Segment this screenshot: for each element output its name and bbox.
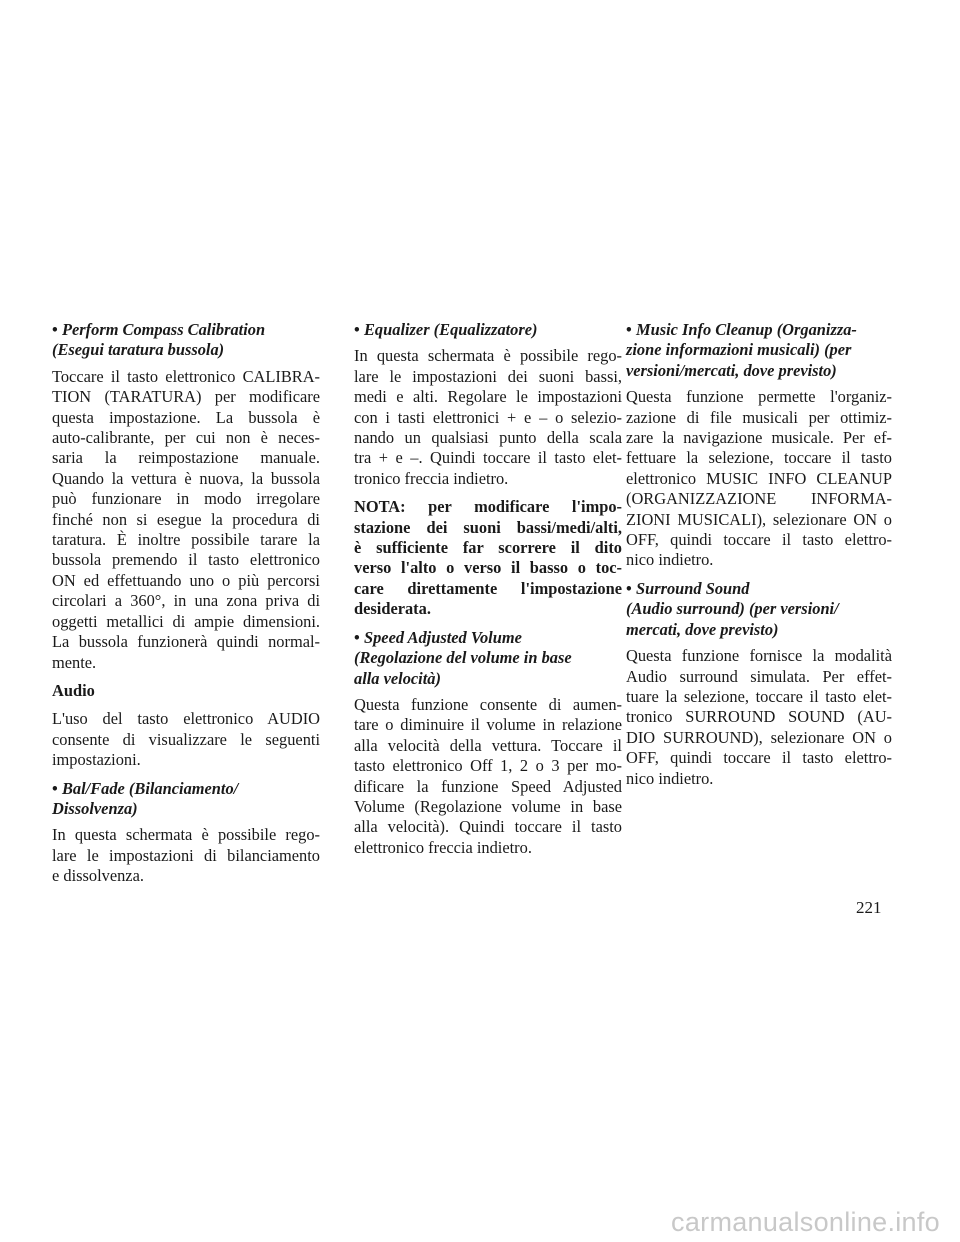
- text-line: oggetti metallici di ampie dimensioni.: [52, 611, 320, 631]
- text-line: care direttamente l'impostazione: [354, 578, 622, 598]
- text-line: elettronico MUSIC INFO CLEANUP: [626, 468, 892, 488]
- paragraph-surround-sound: [626, 646, 892, 789]
- heading-line: Bal/Fade (Bilanciamento/: [62, 778, 239, 798]
- bullet-icon: •: [354, 627, 360, 647]
- paragraph-bal-fade: [52, 825, 320, 886]
- text-line: consente di visualizzare le seguenti: [52, 729, 320, 749]
- text-line: medi e alti. Regolare le impostazioni: [354, 387, 622, 407]
- text-line: bussola premendo il tasto elettronico: [52, 550, 320, 570]
- text-line: circolari a 360°, in una zona priva di: [52, 591, 320, 611]
- text-line: Questa funzione fornisce la modalità: [626, 646, 892, 666]
- text-line: saria la reimpostazione manuale.: [52, 448, 320, 468]
- text-line: Toccare il tasto elettronico CALIBRA-: [52, 366, 320, 386]
- text-line: tasto elettronico Off 1, 2 o 3 per mo-: [354, 756, 622, 776]
- heading-line: alla velocità): [354, 668, 441, 688]
- text-line: Quando la vettura è nuova, la bussola: [52, 468, 320, 488]
- text-line: nico indietro.: [626, 768, 714, 788]
- text-line: lare le impostazioni dei suoni bassi,: [354, 366, 622, 386]
- text-line: tare o diminuire il volume in relazione: [354, 715, 622, 735]
- text-line: ON ed effettuando uno o più percorsi: [52, 570, 320, 590]
- text-line: può funzionare in modo irregolare: [52, 489, 320, 509]
- text-line: ZIONI MUSICALI), selezionare ON o: [626, 509, 892, 529]
- text-line: Questa funzione consente di aumen-: [354, 694, 622, 714]
- heading-line: Music Info Cleanup (Organizza-: [636, 320, 857, 339]
- text-line: finché non si esegue la procedura di: [52, 509, 320, 529]
- bullet-icon: •: [52, 320, 58, 339]
- heading-line: Speed Adjusted Volume: [364, 627, 522, 647]
- text-line: TION (TARATURA) per modificare: [52, 387, 320, 407]
- heading-line: Surround Sound: [636, 578, 750, 598]
- text-line: OFF, quindi toccare il tasto elettro-: [626, 530, 892, 550]
- heading-line: (Esegui taratura bussola): [52, 340, 225, 360]
- text-line: tuare la selezione, toccare il tasto elet-: [626, 686, 892, 706]
- text-line: OFF, quindi toccare il tasto elettro-: [626, 748, 892, 768]
- text-line: tronico SURROUND SOUND (AU-: [626, 707, 892, 727]
- heading-line: Dissolvenza): [52, 798, 138, 818]
- section-heading-music-info-cleanup: [626, 320, 892, 381]
- column-right: [626, 320, 892, 797]
- text-line: mente.: [52, 652, 97, 672]
- text-line: zare la navigazione musicale. Per ef-: [626, 428, 892, 448]
- heading-line: mercati, dove previsto): [626, 619, 779, 639]
- text-line: lare le impostazioni di bilanciamento: [52, 845, 320, 865]
- heading-line: versioni/mercati, dove previsto): [626, 360, 837, 380]
- text-line: auto-calibrante, per cui non è neces-: [52, 428, 320, 448]
- text-line: alla velocità della vettura. Toccare il: [354, 735, 622, 755]
- text-line: elettronico freccia indietro.: [354, 837, 532, 857]
- text-line: NOTA: per modificare l'impo-: [354, 497, 622, 517]
- section-heading-bal-fade: [52, 779, 320, 820]
- text-line: Volume (Regolazione volume in base: [354, 796, 622, 816]
- text-line: dificare la funzione Speed Adjusted: [354, 776, 622, 796]
- text-line: fettuare la selezione, toccare il tasto: [626, 448, 892, 468]
- text-line: taratura. È inoltre possibile tarare la: [52, 530, 320, 550]
- text-line: con i tasti elettronici + e – o selezio-: [354, 407, 622, 427]
- text-line: DIO SURROUND), selezionare ON o: [626, 727, 892, 747]
- text-line: e dissolvenza.: [52, 866, 144, 886]
- watermark-logo: carmanualsonline.info: [671, 1207, 940, 1237]
- text-line: questa impostazione. La bussola è: [52, 407, 320, 427]
- page-number: 221: [856, 898, 882, 917]
- text-line: impostazioni.: [52, 750, 141, 770]
- heading-line: (Audio surround) (per versioni/: [626, 599, 839, 619]
- section-heading-audio: Audio: [52, 680, 95, 700]
- text-line: alla velocità). Quindi toccare il tasto: [354, 817, 622, 837]
- text-line: stazione dei suoni bassi/medi/alti,: [354, 517, 622, 537]
- text-line: Audio surround simulata. Per effet-: [626, 666, 892, 686]
- text-line: è sufficiente far scorrere il dito: [354, 538, 622, 558]
- text-line: desiderata.: [354, 599, 431, 619]
- text-line: Questa funzione permette l'organiz-: [626, 387, 892, 407]
- text-line: (ORGANIZZAZIONE INFORMA-: [626, 489, 892, 509]
- text-line: nico indietro.: [626, 550, 714, 570]
- heading-line: zione informazioni musicali) (per: [626, 340, 852, 360]
- heading-line: Perform Compass Calibration: [62, 320, 266, 339]
- text-line: La bussola funzionerà quindi normal-: [52, 632, 320, 652]
- paragraph-equalizer: [354, 346, 622, 489]
- text-line: In questa schermata è possibile rego-: [354, 346, 622, 366]
- text-line: In questa schermata è possibile rego-: [52, 825, 320, 845]
- bullet-icon: •: [626, 578, 632, 598]
- note-equalizer: [354, 497, 622, 619]
- bullet-icon: •: [354, 320, 360, 339]
- text-line: zazione di file musicali per ottimiz-: [626, 407, 892, 427]
- heading-line: (Regolazione del volume in base: [354, 648, 572, 668]
- bullet-icon: •: [626, 320, 632, 339]
- paragraph-speed-adjusted-volume: [354, 695, 622, 858]
- heading-line: Equalizer (Equalizzatore): [364, 320, 538, 339]
- section-heading-equalizer: [354, 320, 622, 340]
- column-left: [52, 320, 320, 895]
- paragraph-compass-calibration: [52, 367, 320, 673]
- paragraph-audio: [52, 709, 320, 770]
- text-line: tra + e –. Quindi toccare il tasto elet-: [354, 448, 622, 468]
- text-line: nando un qualsiasi punto della scala: [354, 428, 622, 448]
- text-line: L'uso del tasto elettronico AUDIO: [52, 709, 320, 729]
- section-heading-surround-sound: [626, 579, 892, 640]
- paragraph-music-info-cleanup: [626, 387, 892, 571]
- bullet-icon: •: [52, 778, 58, 798]
- text-line: tronico freccia indietro.: [354, 468, 509, 488]
- section-heading-compass-calibration: [52, 320, 320, 361]
- column-middle: [354, 320, 622, 866]
- section-heading-speed-adjusted-volume: [354, 628, 622, 689]
- text-line: verso l'alto o verso il basso o toc-: [354, 558, 622, 578]
